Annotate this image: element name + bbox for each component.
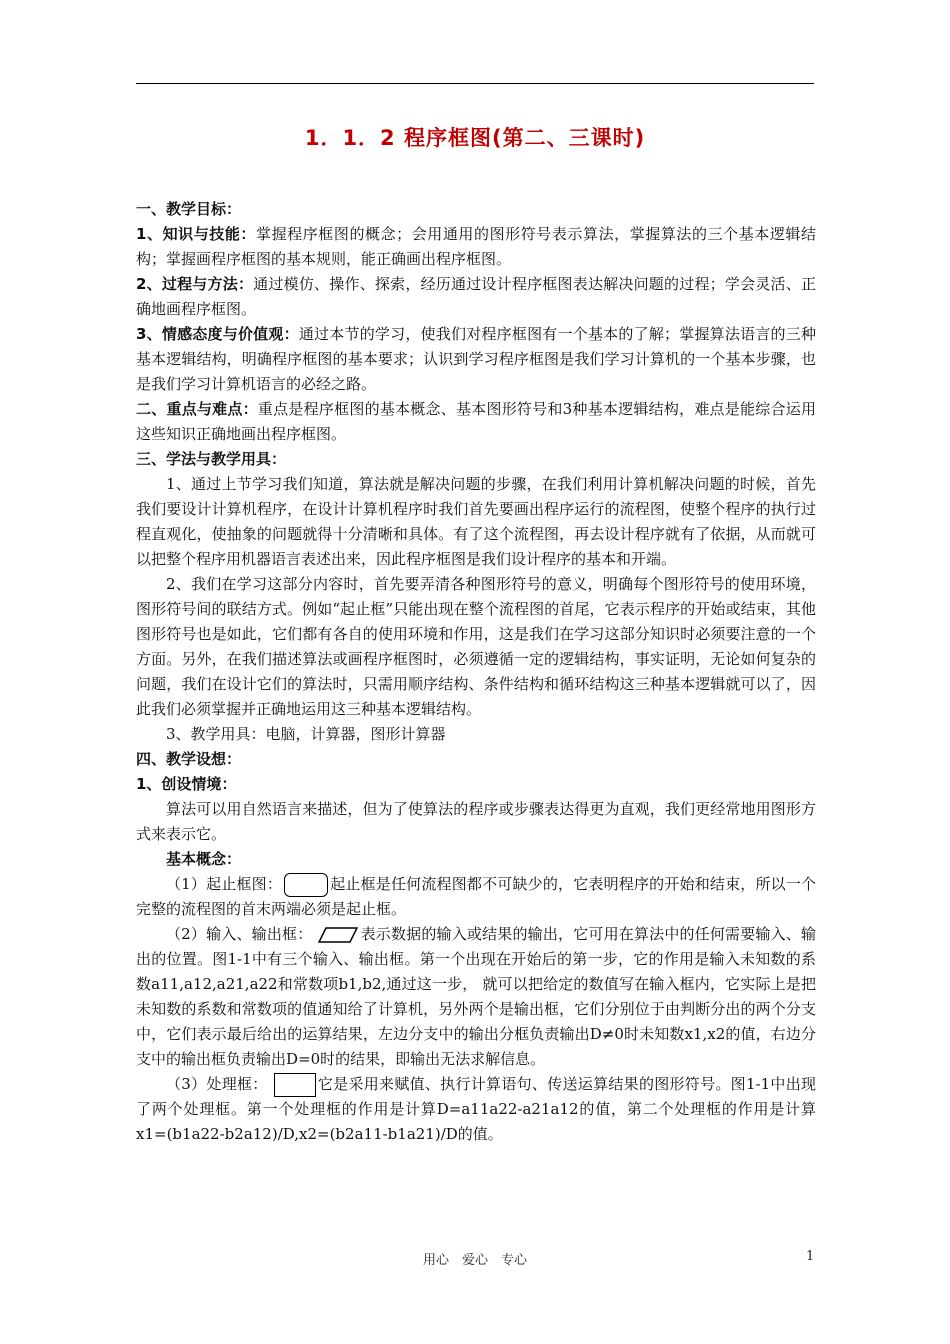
concept-terminal-text: 起止框是任何流程图都不可缺少的，它表明程序的开始和结束，所以一个完整的流程图的首末两端必须是起止框。 xyxy=(136,875,817,918)
section-4-heading: 四、教学设想： xyxy=(136,750,242,768)
section-2-text: 重点是程序框图的基本概念、基本图形符号和3种基本逻辑结构，难点是能综合运用这些知识正确地画出程序框图。 xyxy=(136,400,816,443)
goal-process-text: 通过模仿、操作、探索，经历通过设计程序框图表达解决问题的过程；学会灵活、正确地画程序框图。 xyxy=(136,275,816,318)
section-3-heading: 三、学法与教学用具： xyxy=(136,450,287,468)
goal-process-label: 2、过程与方法： xyxy=(136,275,254,293)
concept-io-text: 表示数据的输入或结果的输出，它可用在算法中的任何需要输入、输出的位置。图1-1中有三个输入、输出框。第一个出现在开始后的第一步，它的作用是输入未知数的系数a11,a12,a21,a22和常数项b1,b2,通过这一步， 就可以把给定的数值写在输入框内，它实际上是把未知数的系数和常数项的值通知给了计算机，另外两个是输出框，它们分别位于由判断分出的两个分支中，它们表示最后给出的运算结果，左边分支中的输出分框负责输出D≠0时未知数x1,x2的值，右边分支中的输出框负责输出D=0时的结果，即输出无法求解信息。 xyxy=(136,925,816,1068)
concept-process xyxy=(136,1072,816,1147)
page-title: 1．1．2 程序框图(第二、三课时) xyxy=(304,126,646,150)
section-3-para-2: 2、我们在学习这部分内容时，首先要弄清各种图形符号的意义，明确每个图形符号的使用环境，图形符号间的联结方式。例如“起止框”只能出现在整个流程图的首尾，它表示程序的开始或结束，其他图形符号也是如此，它们都有各自的使用环境和作用，这是我们在学习这部分知识时必须要注意的一个方面。另外，在我们描述算法或画程序框图时，必须遵循一定的逻辑结构，事实证明，无论如何复杂的问题，我们在设计它们的算法时，只需用顺序结构、条件结构和循环结构这三种基本逻辑就可以了，因此我们必须掌握并正确地运用这三种基本逻辑结构。 xyxy=(136,575,816,718)
goal-attitude-text: 通过本节的学习，使我们对程序框图有一个基本的了解；掌握算法语言的三种基本逻辑结构，明确程序框图的基本要求；认识到学习程序框图是我们学习计算机的一个基本步骤，也是我们学习计算机语言的必经之路。 xyxy=(136,325,816,393)
section-2-label: 二、重点与难点： xyxy=(136,400,258,418)
section-4-sub-1: 1、创设情境： xyxy=(136,775,237,793)
rectangle-process-icon xyxy=(274,1073,316,1097)
goal-attitude-label: 3、情感态度与价值观： xyxy=(136,325,299,343)
goal-knowledge-text: 掌握程序框图的概念；会用通用的图形符号表示算法，掌握算法的三个基本逻辑结构；掌握画程序框图的基本规则，能正确画出程序框图。 xyxy=(136,225,816,268)
concept-io xyxy=(136,922,816,1072)
terminal-shape-icon xyxy=(284,873,328,897)
section-2 xyxy=(136,397,816,447)
section-1-heading: 一、教学目标： xyxy=(136,200,242,218)
page-footer: 用心 爱心 专心 xyxy=(422,1253,527,1268)
concept-terminal xyxy=(136,872,816,922)
goal-process xyxy=(136,272,816,322)
section-4-para-1: 算法可以用自然语言来描述，但为了使算法的程序或步骤表达得更为直观，我们更经常地用图形方式来表示它。 xyxy=(136,800,816,843)
goal-knowledge xyxy=(136,222,816,272)
document-body xyxy=(136,197,816,1147)
concept-terminal-label: （1）起止框图： xyxy=(166,875,283,893)
concept-process-text: 它是采用来赋值、执行计算语句、传送运算结果的图形符号。图1-1中出现了两个处理框。第一个处理框的作用是计算D=a11a22-a21a12的值，第二个处理框的作用是计算x1=(b1a22-b2a12)/D,x2=(b2a11-b1a21)/D的值。 xyxy=(136,1075,816,1143)
goal-knowledge-label: 1、知识与技能： xyxy=(136,225,257,243)
section-3-para-3: 3、教学用具：电脑，计算器，图形计算器 xyxy=(166,725,446,743)
concept-process-label: （3）处理框： xyxy=(166,1075,268,1093)
section-3-para-1: 1、通过上节学习我们知道，算法就是解决问题的步骤，在我们利用计算机解决问题的时候，首先我们要设计计算机程序，在设计计算机程序时我们首先要画出程序运行的流程图，使整个程序的执行过程直观化，使抽象的问题就得十分清晰和具体。有了这个流程图，再去设计程序就有了依据，从而就可以把整个程序用机器语言表述出来，因此程序框图是我们设计程序的基本和开端。 xyxy=(136,475,816,568)
page-number: 1 xyxy=(806,1249,815,1264)
basic-concepts-label: 基本概念： xyxy=(166,850,242,868)
header-rule xyxy=(136,83,814,84)
concept-io-label: （2）输入、输出框： xyxy=(166,925,313,943)
parallelogram-io-icon xyxy=(318,927,358,943)
goal-attitude xyxy=(136,322,816,397)
